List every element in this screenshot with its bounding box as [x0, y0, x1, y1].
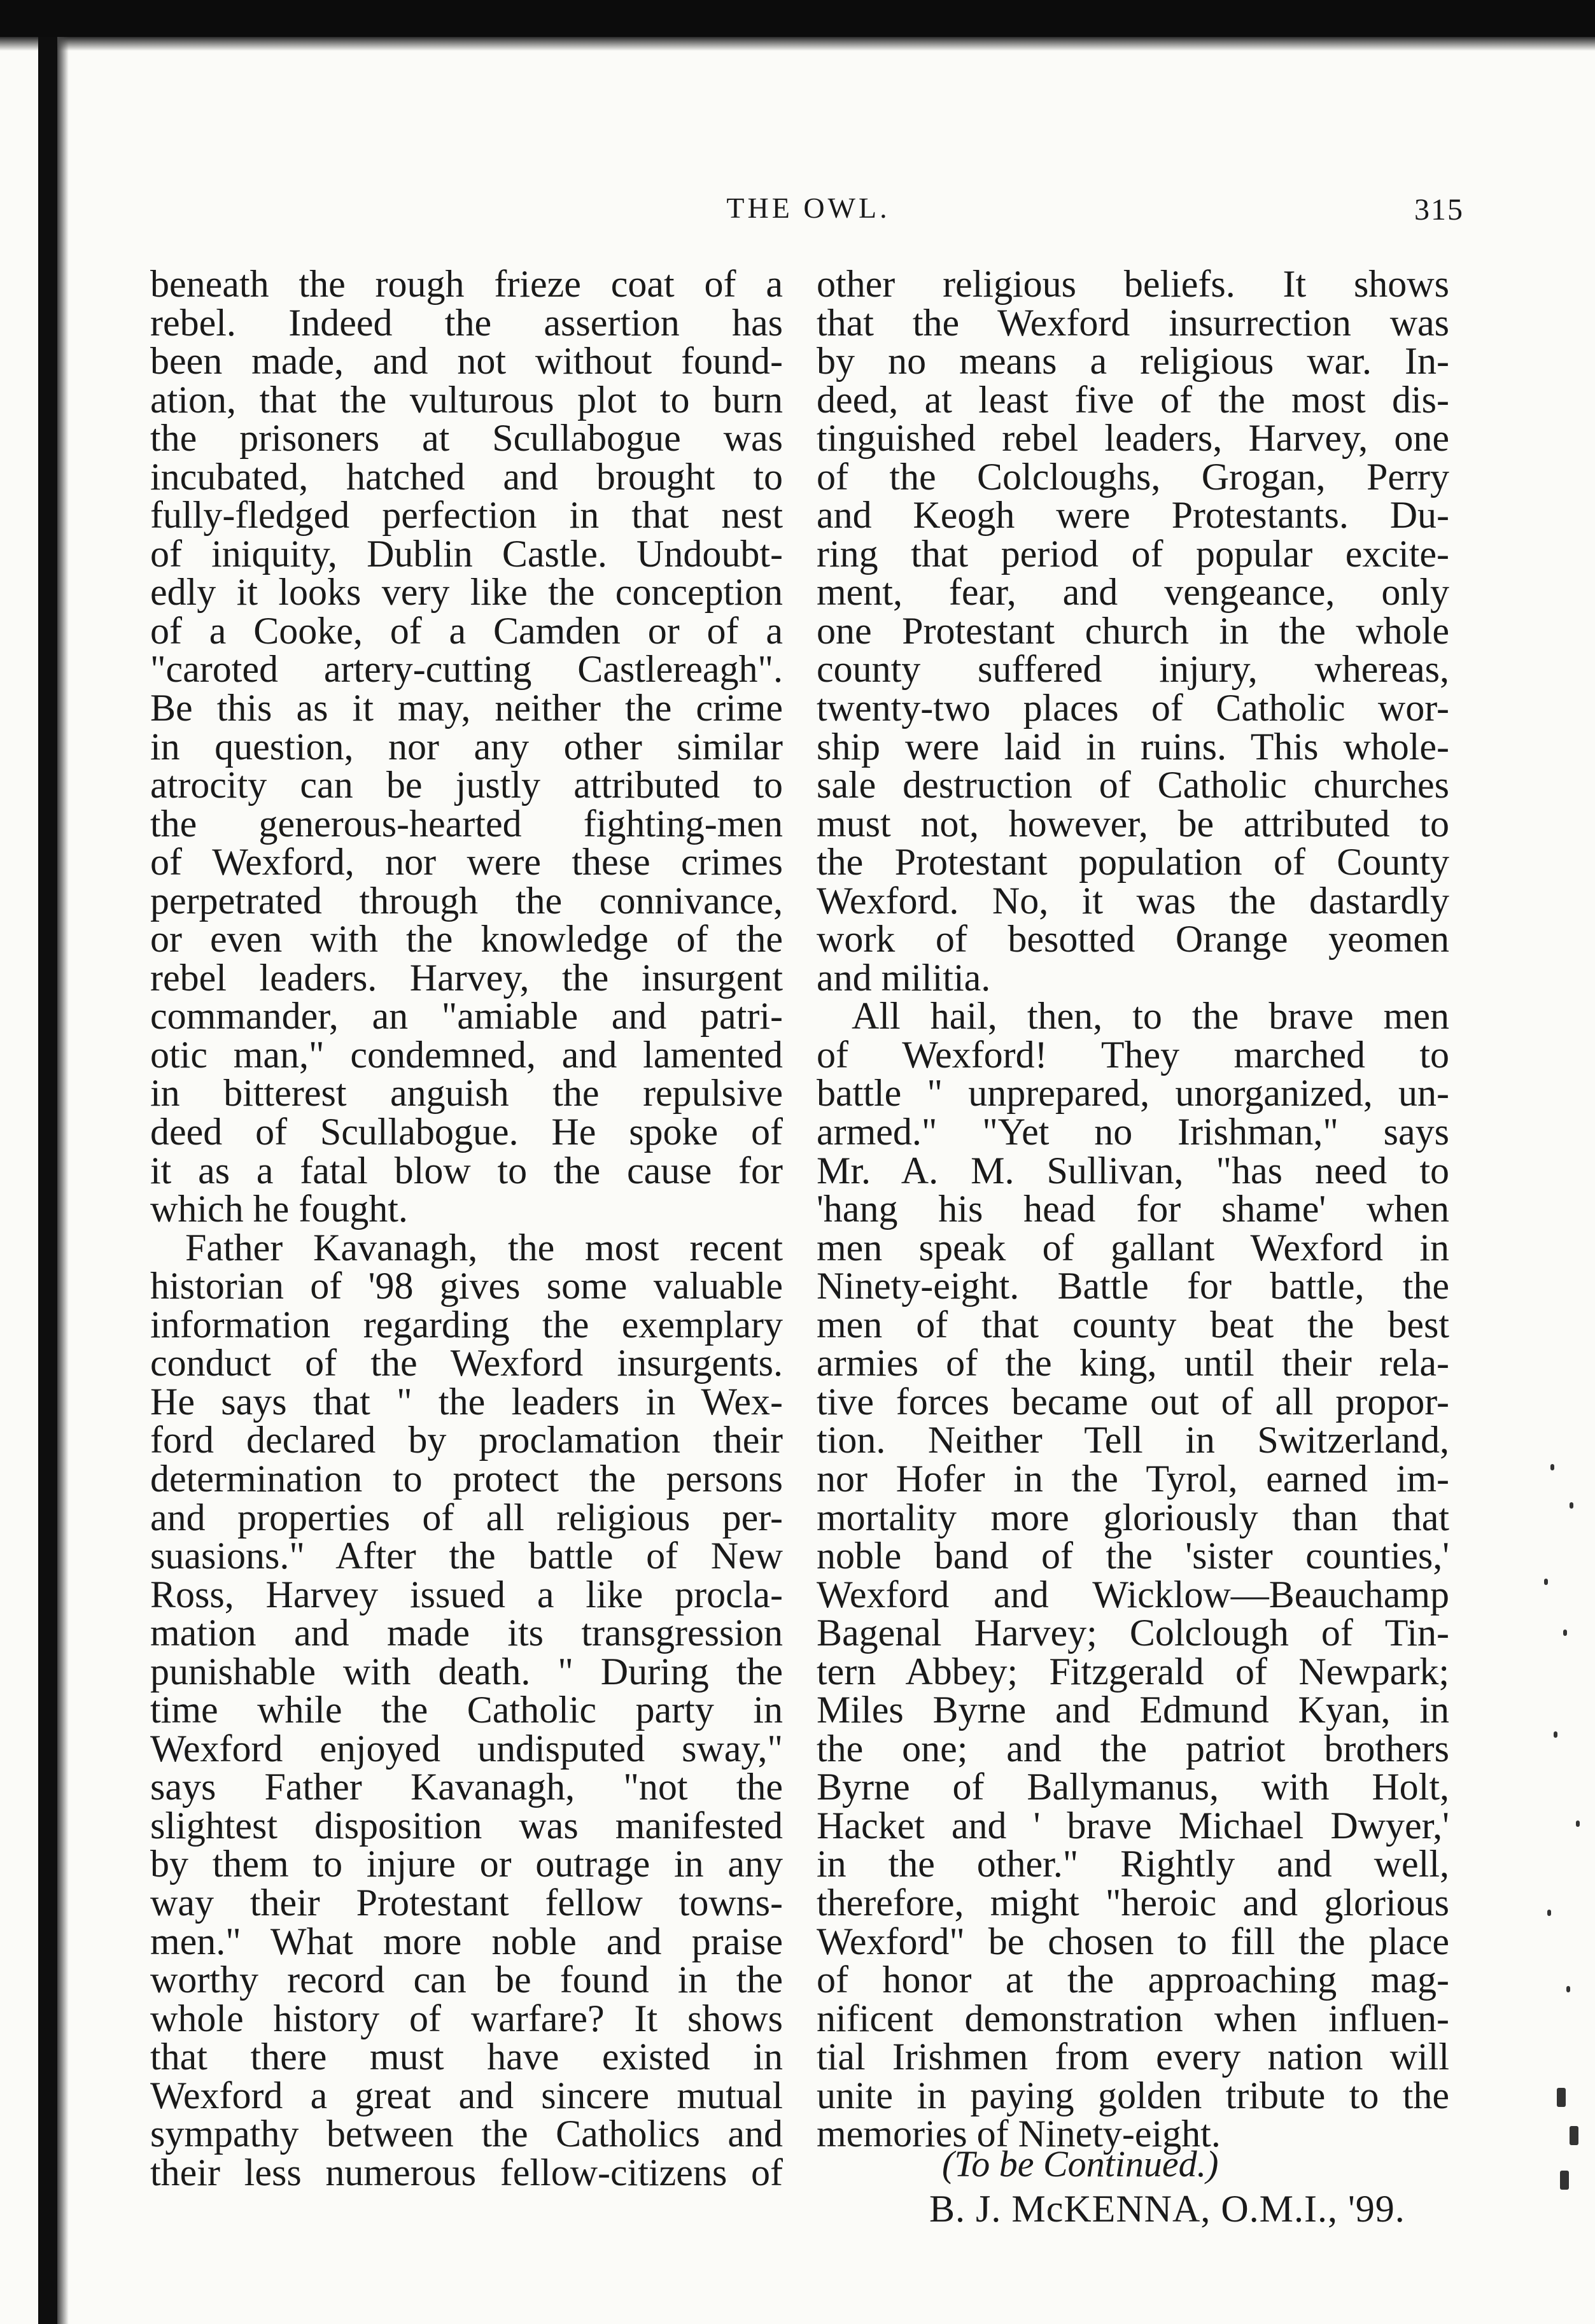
text-line: Wexford and Wicklow—Beauchamp [817, 1573, 1449, 1616]
text-line: must not, however, be attributed to [817, 802, 1449, 845]
text-line: battle " unprepared, unorganized, un- [817, 1072, 1449, 1115]
text-line: Mr. A. M. Sullivan, "has need to [817, 1149, 1449, 1192]
text-line: Byrne of Ballymanus, with Holt, [817, 1766, 1449, 1808]
text-line: and properties of all religious per- [150, 1496, 783, 1539]
text-line: sympathy between the Catholics and [150, 2113, 783, 2155]
text-line: ford declared by proclamation their [150, 1419, 783, 1461]
text-line: mation and made its transgression [150, 1612, 783, 1654]
author-signature: B. J. McKENNA, O.M.I., '99. [929, 2188, 1405, 2230]
text-line: punishable with death. " During the [150, 1650, 783, 1693]
text-line: twenty-two places of Catholic wor- [817, 687, 1449, 729]
text-line: atrocity can be justly attributed to [150, 764, 783, 806]
scan-left-shadow [57, 37, 69, 2324]
right-column [817, 265, 1449, 2153]
page-number: 315 [1414, 193, 1464, 227]
text-line: tinguished rebel leaders, Harvey, one [817, 417, 1449, 460]
text-line: nor Hofer in the Tyrol, earned im- [817, 1457, 1449, 1500]
text-line: ring that period of popular excite- [817, 532, 1449, 575]
text-line: in the other." Rightly and well, [817, 1843, 1449, 1885]
text-line: deed of Scullabogue. He spoke of [150, 1111, 783, 1153]
text-line: it as a fatal blow to the cause for [150, 1149, 783, 1192]
text-line: Wexford. No, it was the dastardly [817, 879, 1449, 922]
text-line: which he fought. [150, 1188, 408, 1230]
text-line: armies of the king, until their rela- [817, 1342, 1449, 1384]
text-line: the Protestant population of County [817, 841, 1449, 884]
text-line: unite in paying golden tribute to the [817, 2074, 1449, 2116]
text-line: rebel leaders. Harvey, the insurgent [150, 956, 783, 999]
text-line: of Wexford! They marched to [817, 1033, 1449, 1076]
text-line: of the Colcloughs, Grogan, Perry [817, 455, 1449, 498]
text-line: tern Abbey; Fitzgerald of Newpark; [817, 1650, 1449, 1693]
text-line: men of that county beat the best [817, 1303, 1449, 1346]
text-line: rebel. Indeed the assertion has [150, 301, 783, 344]
text-line: otic man," condemned, and lamented [150, 1033, 783, 1076]
scan-margin-specks [1525, 1464, 1595, 2324]
scan-left-border [38, 37, 57, 2324]
text-line: whole history of warfare? It shows [150, 1997, 783, 2039]
text-line: by them to injure or outrage in any [150, 1843, 783, 1885]
text-line: Hacket and ' brave Michael Dwyer,' [817, 1804, 1449, 1847]
text-line: time while the Catholic party in [150, 1689, 783, 1731]
text-line: been made, and not without found- [150, 340, 783, 383]
text-line: that the Wexford insurrection was [817, 301, 1449, 344]
text-line: of Wexford, nor were these crimes [150, 841, 783, 884]
text-line: nificent demonstration when influen- [817, 1997, 1449, 2039]
text-line: Wexford" be chosen to fill the place [817, 1920, 1449, 1962]
text-line: men." What more noble and praise [150, 1920, 783, 1962]
text-line: therefore, might "heroic and glorious [817, 1881, 1449, 1924]
text-line: Wexford enjoyed undisputed sway," [150, 1727, 783, 1770]
text-line: perpetrated through the connivance, [150, 879, 783, 922]
text-line: that there must have existed in [150, 2036, 783, 2078]
text-line: Miles Byrne and Edmund Kyan, in [817, 1689, 1449, 1731]
text-line: and militia. [817, 956, 991, 999]
text-line: in question, nor any other similar [150, 725, 783, 768]
text-line: men speak of gallant Wexford in [817, 1226, 1449, 1269]
text-line: memories of Ninety-eight. [817, 2113, 1221, 2155]
text-line: county suffered injury, whereas, [817, 648, 1449, 691]
text-line: their less numerous fellow-citizens of [150, 2151, 783, 2194]
text-line: of iniquity, Dublin Castle. Undoubt- [150, 532, 783, 575]
text-line: the prisoners at Scullabogue was [150, 417, 783, 460]
text-line: by no means a religious war. In- [817, 340, 1449, 383]
text-line: determination to protect the persons [150, 1457, 783, 1500]
scan-top-border [0, 0, 1595, 37]
text-line: information regarding the exemplary [150, 1303, 783, 1346]
text-line: armed." "Yet no Irishman," says [817, 1111, 1449, 1153]
text-line: work of besotted Orange yeomen [817, 918, 1449, 961]
running-header: THE OWL. [726, 192, 890, 224]
text-line: commander, an "amiable and patri- [150, 995, 783, 1038]
text-line: of a Cooke, of a Camden or of a [150, 609, 783, 652]
text-line: He says that " the leaders in Wex- [150, 1380, 783, 1423]
text-line: ment, fear, and vengeance, only [817, 571, 1449, 614]
continued-note: (To be Continued.) [942, 2143, 1219, 2185]
text-line: worthy record can be found in the [150, 1959, 783, 2001]
text-line: way their Protestant fellow towns- [150, 1881, 783, 1924]
text-line: ation, that the vulturous plot to burn [150, 378, 783, 421]
text-line: incubated, hatched and brought to [150, 455, 783, 498]
text-line: Ninety-eight. Battle for battle, the [817, 1265, 1449, 1307]
text-line: the generous-hearted fighting-men [150, 802, 783, 845]
text-line: historian of '98 gives some valuable [150, 1265, 783, 1307]
text-line: one Protestant church in the whole [817, 609, 1449, 652]
text-line: other religious beliefs. It shows [817, 263, 1449, 305]
text-line: tion. Neither Tell in Switzerland, [817, 1419, 1449, 1461]
scan-top-shadow [0, 37, 1595, 51]
text-line: "caroted artery-cutting Castlereagh". [150, 648, 783, 691]
text-line: 'hang his head for shame' when [817, 1188, 1449, 1230]
text-line: tial Irishmen from every nation will [817, 2036, 1449, 2078]
text-line: says Father Kavanagh, "not the [150, 1766, 783, 1808]
text-line: suasions." After the battle of New [150, 1535, 783, 1577]
text-line: fully-fledged perfection in that nest [150, 494, 783, 537]
text-line: slightest disposition was manifested [150, 1804, 783, 1847]
text-line: the one; and the patriot brothers [817, 1727, 1449, 1770]
text-line: Be this as it may, neither the crime [150, 687, 783, 729]
text-line: Ross, Harvey issued a like procla- [150, 1573, 783, 1616]
text-line: tive forces became out of all propor- [817, 1380, 1449, 1423]
text-line: ship were laid in ruins. This whole- [817, 725, 1449, 768]
text-line: mortality more gloriously than that [817, 1496, 1449, 1539]
text-line: deed, at least five of the most dis- [817, 378, 1449, 421]
text-line: All hail, then, to the brave men [852, 995, 1449, 1038]
text-line: Father Kavanagh, the most recent [185, 1226, 783, 1269]
text-line: Wexford a great and sincere mutual [150, 2074, 783, 2116]
text-line: sale destruction of Catholic churches [817, 764, 1449, 806]
text-line: in bitterest anguish the repulsive [150, 1072, 783, 1115]
text-line: Bagenal Harvey; Colclough of Tin- [817, 1612, 1449, 1654]
text-line: noble band of the 'sister counties,' [817, 1535, 1449, 1577]
text-line: of honor at the approaching mag- [817, 1959, 1449, 2001]
text-line: beneath the rough frieze coat of a [150, 263, 783, 305]
text-line: conduct of the Wexford insurgents. [150, 1342, 783, 1384]
text-line: or even with the knowledge of the [150, 918, 783, 961]
text-line: and Keogh were Protestants. Du- [817, 494, 1449, 537]
left-column [150, 265, 783, 2192]
text-line: edly it looks very like the conception [150, 571, 783, 614]
